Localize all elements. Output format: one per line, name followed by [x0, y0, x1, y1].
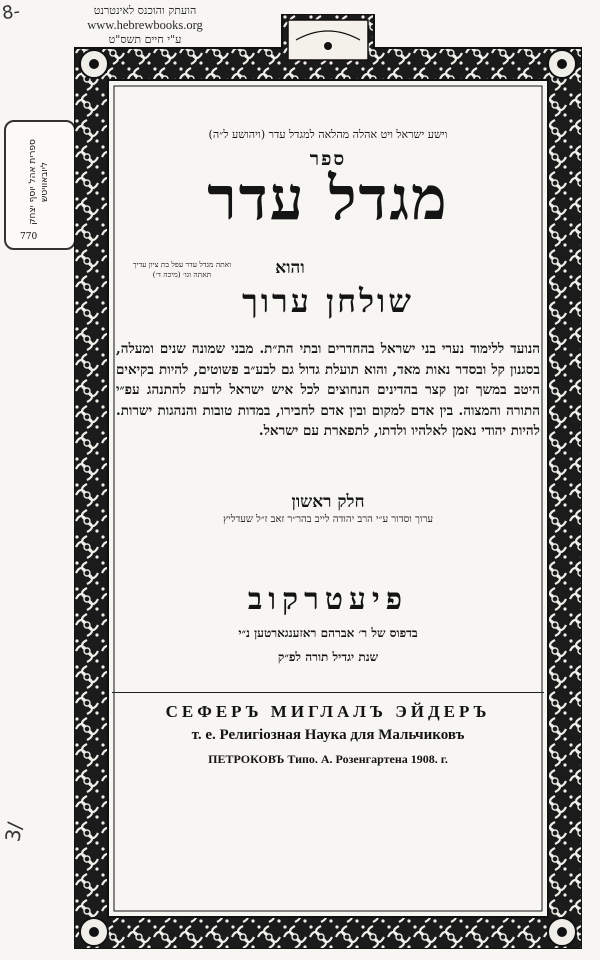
title-page-content [112, 82, 544, 766]
handwritten-mark: 8- [0, 0, 22, 25]
stamp-digits: 770 [20, 232, 38, 242]
year-line: שנת יגדיל תורה לפ״ק [277, 650, 379, 664]
russian-imprint: ПЕТРОКОВЪ Типо. А. Розенгартена 1908. г. [208, 752, 448, 766]
author-line: ערוך וסדור ע״י הרב יהודה לייב בהר״ר זאב ז״ל שעדליץ [222, 514, 434, 525]
scan-header-line: ע"י חיים תשס"ט [108, 33, 182, 46]
stamp-text: ספרית אהל יוסף יצחק ליובאוויטש [28, 139, 50, 225]
russian-title: СЕФЕРЪ МИГЛАЛЪ ЭЙДЕРЪ [165, 702, 491, 721]
handwritten-mark: 3/ [0, 820, 27, 844]
book-subtitle: שולחן ערוך [242, 282, 414, 320]
place-of-print: פיעטרקוב [247, 582, 409, 617]
motto-line: וישע ישראל ויט אהלה מהלאה למגדל עדר (ויהושע ל״ה) [208, 128, 448, 141]
part-label: חלק ראשון [291, 492, 365, 512]
vehu-label: והוא [275, 258, 305, 278]
sefer-label: ספר [309, 148, 347, 170]
russian-subtitle: т. е. Религiозная Наука для Мальчиковъ [191, 727, 465, 743]
scan-header-url: www.hebrewbooks.org [87, 18, 203, 32]
divider-rule [112, 692, 544, 693]
description-paragraph: הנועד ללימוד נערי בני ישראל בהחדרים ובתי הת״ת. מבני שמונה שנים ומעלה, בסגנון קל ובסדר נאות מאד, והוא תועלת גדול גם לבע״ב פשוטים, להיות בקיאים היטב במשך זמן קצר בהדינים הנחוצים לכל איש ישראל לדעת להתנהג עפ״י התורה והמצוה. בין אדם למקום ובין אדם לחבירו, במדות טובות והנהגות ישרות. להיות יהודי נאמן לאלהיו ולדתו, לתפארת עם ישראל. [116, 341, 540, 439]
printer-line: בדפוס של ר׳ אברהם ראזענגארטען נ״י [238, 626, 418, 640]
library-stamp [4, 120, 76, 250]
book-title: מגדל עדר [207, 164, 449, 234]
side-quote: ואתה מגדל עדר עפל בת ציון עדיך תאתה וגו׳ (מיכה ד׳) [132, 260, 232, 279]
scan-header-line: הועתק והוכנס לאינטרנט [93, 4, 197, 17]
